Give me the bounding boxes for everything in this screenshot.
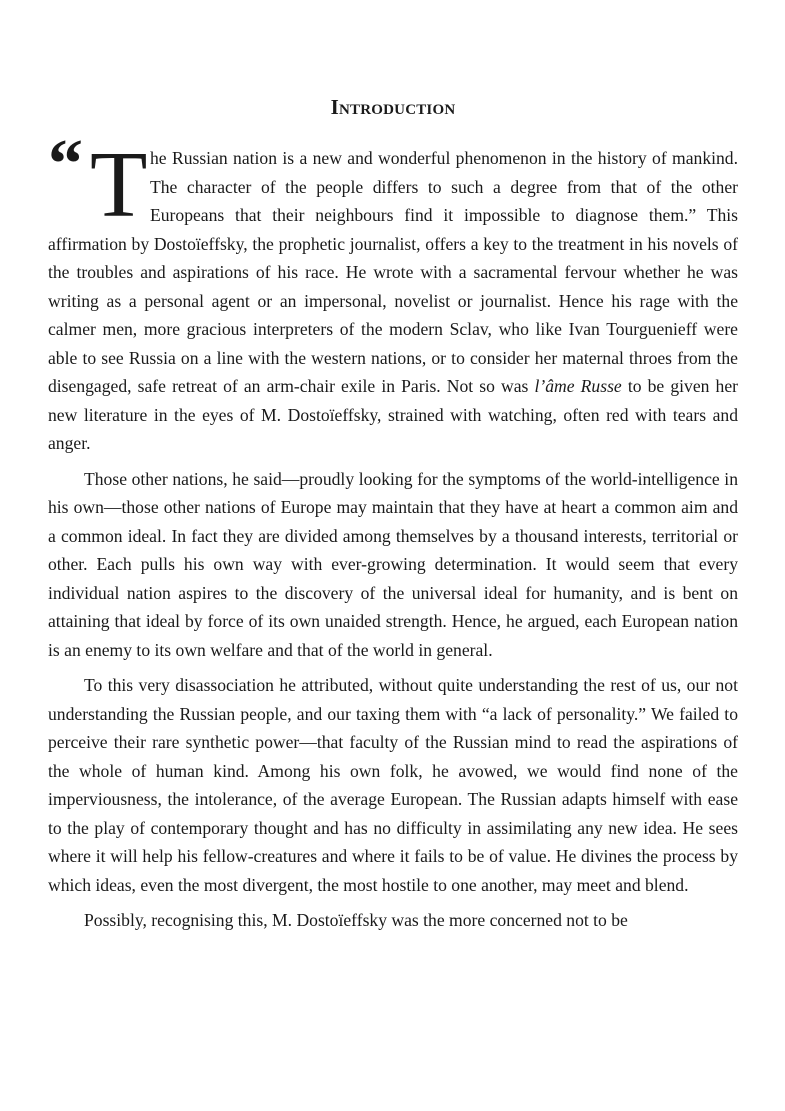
drop-cap-quote: “ <box>48 126 83 203</box>
paragraph-3: To this very disassociation he attributed, without quite understanding the rest of us, our not understanding the Russian people, and our taxing them with “a lack of personality.” We failed to perceive their rare synthetic power—that faculty of the Russian mind to read the aspirations of the whole of human kind. Among his own folk, he avowed, we would find none of the imperviousness, the intolerance, of the average European. The Russian adapts himself with ease to the play of contemporary thought and has no difficulty in assimilating any new idea. He sees where it will help his fellow-creatures and where it fails to be of value. He divines the process by which ideas, even the most divergent, the most hostile to one another, may meet and blend. <box>48 675 738 895</box>
paragraph-4: Possibly, recognising this, M. Dostoïeffsky was the more concerned not to be <box>84 910 628 930</box>
paragraph-1 <box>48 126 738 458</box>
paragraph-1-text-a: he Russian nation is a new and wonderful phenomenon in the history of mankind. The character of the people differs to such a degree from that of the other Europeans that their neighbours find it impossible to diagnose them.” This affirmation by Dostoïeffsky, the prophetic journalist, offers a key to the treatment in his novels of the troubles and aspirations of his race. He wrote with a sacramental fervour whether he was writing as a personal agent or an impersonal, novelist or journalist. Hence his rage with the calmer men, more gracious interpreters of the modern Sclav, who like Ivan Tourguenieff were able to see Russia on a line with the western nations, or to consider her maternal throes from the disengaged, safe retreat of an arm-chair exile in Paris. Not so was <box>48 148 738 396</box>
document-page <box>48 0 738 935</box>
drop-cap <box>48 126 148 237</box>
paragraph-1-italic: l’âme Russe <box>534 376 622 396</box>
drop-cap-letter: T <box>90 133 148 237</box>
page-title: Introduction <box>330 95 456 119</box>
paragraph-1-text-b: to be given her new literature in the eyes of M. Dostoïeffsky, strained with watching, often red with tears and anger. <box>48 376 738 453</box>
paragraph-2: Those other nations, he said—proudly looking for the symptoms of the world-intelligence in his own—those other nations of Europe may maintain that they have at heart a common aim and a common ideal. In fact they are divided among themselves by a thousand interests, territorial or other. Each pulls his own way with ever-growing determination. It would seem that every individual nation aspires to the discovery of the universal ideal for humanity, and is bent on attaining that ideal by force of its own unaided strength. Hence, he argued, each European nation is an enemy to its own welfare and that of the world in general. <box>48 468 738 660</box>
